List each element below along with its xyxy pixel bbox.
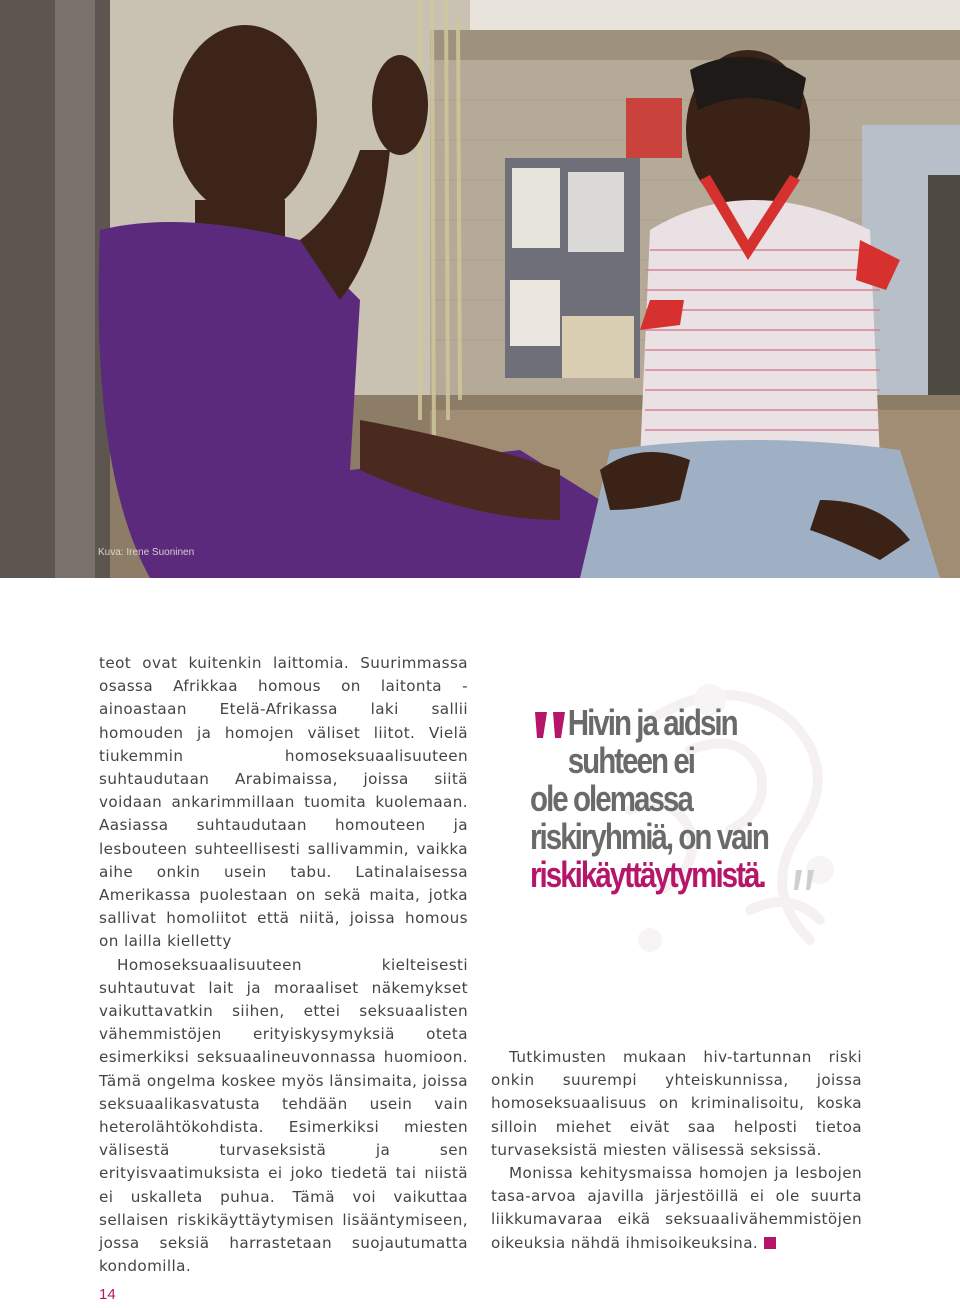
- right-paragraph-1: Tutkimusten mukaan hiv-tartunnan riski onkin suurempi yhteiskunnissa, joissa homoseksuaalisuus on kriminalisoitu, koska silloin miehet eivät saa helposti tietoa turvaseksistä miesten välisessä seksissä.: [491, 1048, 862, 1159]
- pull-quote-line-5: riskikäyttäytymistä.: [530, 854, 765, 895]
- end-of-article-icon: [764, 1237, 776, 1249]
- quote-close-icon: [792, 868, 818, 892]
- header-photo: [0, 0, 960, 578]
- left-paragraph-1: teot ovat kuitenkin laittomia. Suurimmassa osassa Afrikkaa homous on laitonta - ainoastaan Etelä-Afrikassa laki sallii homouden ja homojen väliset liitot. Vielä tiukemmin homoseksuaalisuuteen suhtaudutaan Arabimaissa, joissa siitä voidaan ankarimmillaan tuomita kuolemaan. Aasiassa suhtaudutaan homouteen ja lesbouteen suhteellisesti sallivammin, vaikka aihe onkin usein tabu. Latinalaisessa Amerikassa puolestaan on sekä maita, jotka sallivat homoliitot että niitä, joissa homous on lailla kielletty: [99, 654, 468, 951]
- pull-quote-line-1: Hivin ja aidsin: [567, 702, 737, 743]
- pull-quote-line-4: riskiryhmiä, on vain: [530, 816, 768, 857]
- pull-quote: [530, 704, 809, 894]
- page-number: 14: [99, 1286, 116, 1303]
- right-paragraph-2: [491, 1162, 862, 1255]
- right-paragraph-2-text: Monissa kehitysmaissa homojen ja lesbojen tasa-arvoa ajavilla järjestöillä ei ole suurta liikkumavaraa eikä seksuaalivähemmistöjen oikeuksia nähdä ihmisoikeuksina.: [491, 1164, 862, 1252]
- right-column: [491, 1046, 862, 1255]
- photo-illustration: [0, 0, 960, 578]
- pull-quote-line-2: suhteen ei: [567, 740, 695, 781]
- left-paragraph-2: Homoseksuaalisuuteen kielteisesti suhtautuvat lait ja moraaliset näkemykset vaikuttavatkin siihen, ettei seksuaalisten vähemmistöjen erityiskysymyksiä oteta esimerkiksi seksuaalineuvonnassa huomioon. Tämä ongelma koskee myös länsimaita, joissa seksuaalikasvatusta tehdään usein vain heterolähtökohdista. Esimerkiksi miesten välisestä turvaseksistä ja sen erityisvaatimuksista ei joko tiedetä tai niistä ei uskalleta puhua. Tämä voi vaikuttaa sellaisen riskikäyttäytymisen lisääntymiseen, jossa seksiä harrastetaan suojautumatta kondomilla.: [99, 955, 468, 1276]
- left-column: [99, 652, 468, 1278]
- pull-quote-line-3: ole olemassa: [530, 778, 692, 819]
- photo-credit: Kuva: Irene Suoninen: [98, 547, 195, 558]
